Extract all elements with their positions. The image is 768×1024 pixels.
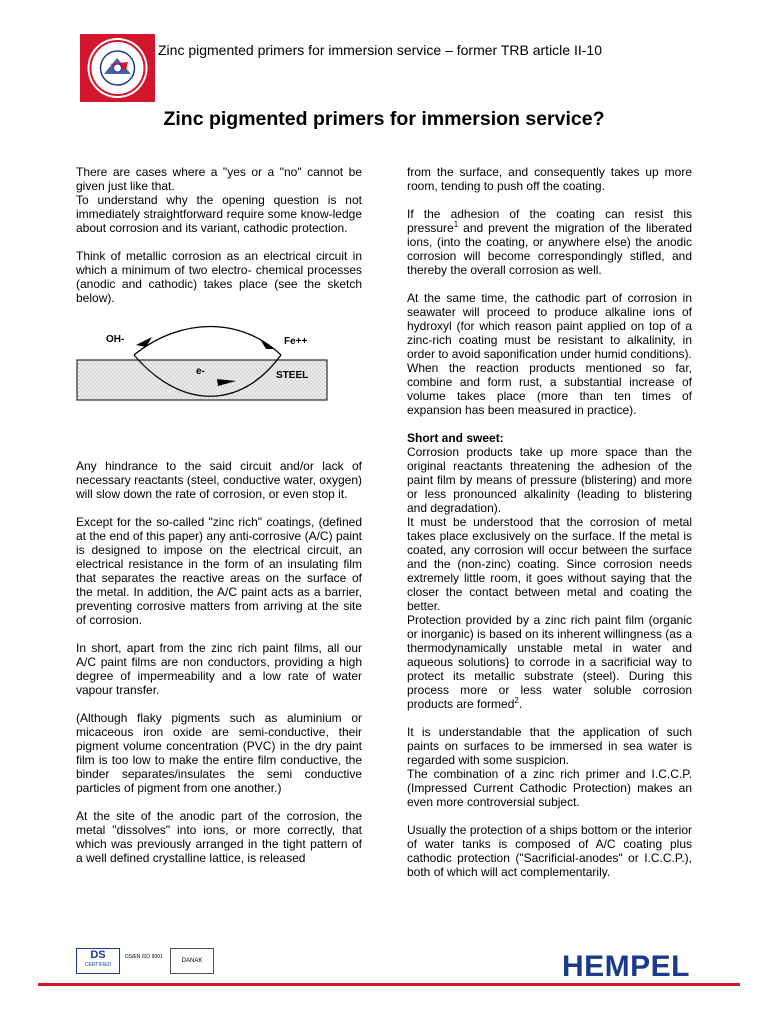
oh-label: OH- (106, 334, 125, 345)
paragraph: Usually the protection of a ships bottom or the interior of water tanks is composed of A/C coating plus cathodic protection ("Sacrificial-anodes" or I.C.C.P.), both of which will act complementarily. (407, 823, 692, 879)
paragraph: It is understandable that the application of such paints on surfaces to be immersed in sea water is regarded with some suspicion. (407, 725, 692, 767)
paragraph: Think of metallic corrosion as an electrical circuit in which a minimum of two electro- chemical processes (anodic and cathodic) takes place (see the sketch below). (76, 249, 362, 305)
paragraph: (Although flaky pigments such as aluminium or micaceous iron oxide are semi-conductive, their pigment volume concentration (PVC) in the dry paint film is too low to make the entire film conductive, the binder separates/insulates the semi conductive particles of pigment from one another.) (76, 711, 362, 795)
paragraph: At the site of the anodic part of the corrosion, the metal "dissolves" into ions, or more correctly, that which was previously arranged in the tight pattern of a well defined crystalline lattice, is released (76, 809, 362, 865)
paragraph: It must be understood that the corrosion of metal takes place exclusively on the surface. If the metal is coated, any corrosion will occur between the surface and the (non-zinc) coating. Since corrosion needs extremely little room, it goes without saying that the closer the contact between metal and coating the better. (407, 515, 692, 613)
ds-label: DS (90, 949, 106, 961)
danak-label: DANAK (170, 948, 214, 974)
quality-label: DS/EN ISO 9001 (125, 954, 163, 960)
paragraph: Except for the so-called "zinc rich" coatings, (defined at the end of this paper) any anti-corrosive (A/C) paint is designed to impose on the electrical circuit, an electrical resistance in the form of an insulating film that separates the reactive areas on the surface of the metal. In addition, the A/C paint acts as a barrier, preventing corrosive matters from arriving at the site of corrosion. (76, 515, 362, 627)
hempel-brand-logo: HEMPEL (561, 950, 690, 983)
ds-sub-label: CERTIFIED (84, 962, 112, 968)
footnote-mark: 2 (514, 696, 519, 705)
electron-label: e- (196, 366, 205, 377)
paragraph: Any hindrance to the said circuit and/or lack of necessary reactants (steel, conductive water, oxygen) will slow down the rate of corrosion, or even stop it. (76, 459, 362, 501)
footnote-mark: 1 (453, 220, 459, 229)
text-run: and prevent the migration of the liberated ions, (into the coating, or anywhere else) the anodic corrosion will become correspondingly stifled, and thereby the overall corrosion as well. (407, 221, 692, 277)
text-run: If the adhesion of the coating can resist this pressure (407, 207, 692, 235)
paragraph: When the reaction products mentioned so far, combine and form rust, a substantial increase of volume takes place (more than ten times of expansion has been measured in practice). (407, 361, 692, 417)
text-run: . (518, 697, 523, 711)
right-column (407, 165, 692, 879)
paragraph: To understand why the opening question is not immediately straightforward require some know-ledge about corrosion and its variant, cathodic protection. (76, 193, 362, 235)
paragraph: The combination of a zinc rich primer and I.C.C.P. (Impressed Current Cathodic Protection) makes an even more controversial subject. (407, 767, 692, 809)
paragraph: In short, apart from the zinc rich paint films, all our A/C paint films are non conductors, providing a high degree of impermeability and a low rate of water vapour transfer. (76, 641, 362, 697)
quality-system-mark (125, 948, 165, 974)
danak-mark (170, 948, 214, 974)
hempel-seal-icon (80, 34, 155, 102)
paragraph (407, 207, 692, 277)
hempel-seal-logo (80, 34, 155, 102)
ds-certified-mark (76, 948, 120, 974)
steel-label: STEEL (276, 370, 309, 381)
paragraph: At the same time, the cathodic part of corrosion in seawater will proceed to produce alkaline ions of hydroxyl (for which reason paint applied on top of a zinc-rich coating must be resistant to alkalinity, in order to avoid saponification under humid conditions). (407, 291, 692, 361)
paragraph: from the surface, and consequently takes up more room, tending to push off the coating. (407, 165, 692, 193)
left-column (76, 165, 362, 865)
footer-divider (38, 983, 740, 986)
corrosion-circuit-sketch (76, 325, 362, 437)
paragraph: Corrosion products take up more space than the original reactants threatening the adhesion of the paint film by means of pressure (blistering) and more or less pronounced alkalinity (leading to blistering and degradation). (407, 445, 692, 515)
page-title: Zinc pigmented primers for immersion service? (163, 108, 605, 130)
section-heading: Short and sweet: (407, 431, 504, 445)
fe-label: Fe++ (284, 336, 308, 347)
text-run: Protection provided by a zinc rich paint film (organic or inorganic) is based on its inherent willingness (as a thermodynamically unstable metal in water and aqueous solutions} to corrode in a sacrificial way to protect its metallic substrate (steel). During this process more or less water soluble corrosion products are formed (407, 613, 692, 711)
paragraph: There are cases where a "yes or a "no" cannot be given just like that. (76, 165, 362, 193)
running-title: Zinc pigmented primers for immersion service – former TRB article II-10 (158, 42, 602, 58)
paragraph (407, 613, 692, 711)
